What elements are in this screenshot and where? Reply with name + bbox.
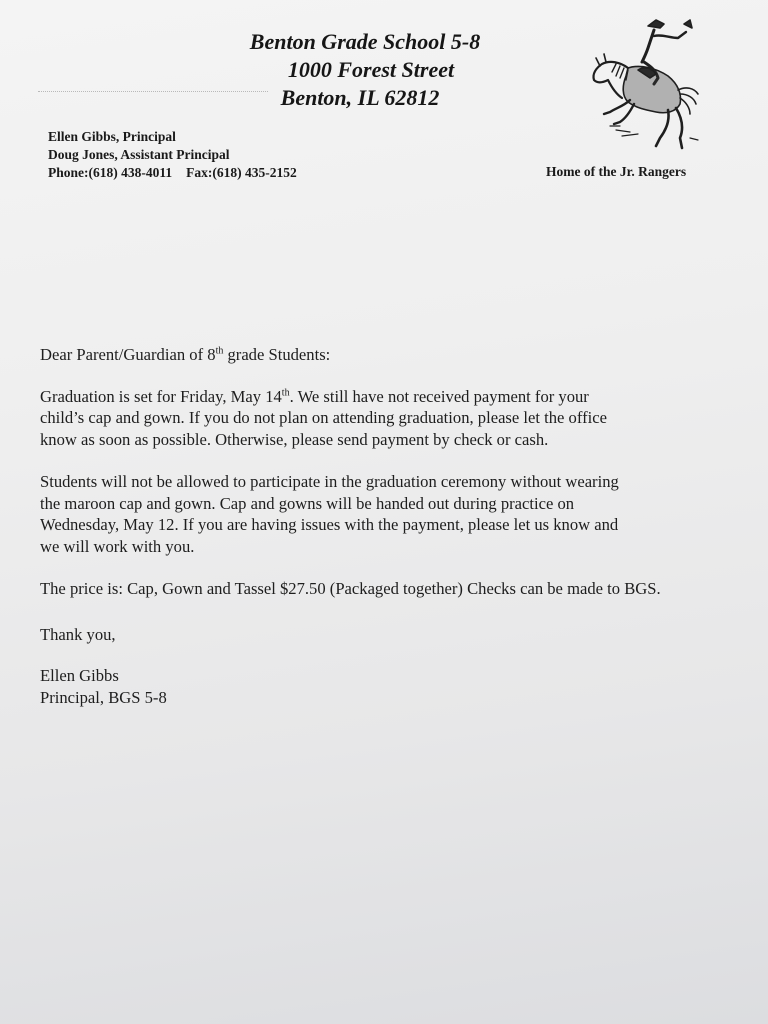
fax-number: Fax:(618) 435-2152 [186,165,297,180]
letter-body [40,344,755,708]
ordinal-suffix: th [215,345,224,357]
paragraph-line: child’s cap and gown. If you do not plan on attending graduation, please let the office [40,408,607,427]
salutation [40,344,755,366]
ordinal-suffix: th [281,386,290,398]
line-text: Graduation is set for Friday, May 14 [40,386,282,406]
line-text-end: . We still have not received payment for your [289,386,589,406]
salutation-text-end: grade Students: [223,345,331,364]
letterhead [0,0,768,200]
bucking-bronco-cowboy-icon [586,14,704,154]
school-name: Benton Grade School 5-8 [249,29,481,54]
paragraph-line: the maroon cap and gown. Cap and gowns will be handed out during practice on [40,493,575,513]
school-street: 1000 Forest Street [287,57,455,82]
salutation-text: Dear Parent/Guardian of 8 [40,345,216,364]
paragraph-line: Students will not be allowed to participate in the graduation ceremony without wearing [40,472,619,491]
paragraph-line: we will work with you. [40,536,195,556]
paragraph-graduation-payment [40,386,755,451]
signature-block [40,665,755,708]
school-city-state-zip: Benton, IL 62812 [280,85,440,110]
school-address-block [180,28,550,112]
signer-name: Ellen Gibbs [40,666,119,685]
closing: Thank you, [40,624,116,644]
signer-title: Principal, BGS 5-8 [40,687,167,707]
mascot-caption: Home of the Jr. Rangers [546,164,687,179]
paragraph-line: know as soon as possible. Otherwise, please send payment by check or cash. [40,429,549,449]
principal-line: Ellen Gibbs, Principal [48,129,176,144]
phone-number: Phone:(618) 438-4011 [48,165,173,180]
paragraph-line: Wednesday, May 12. If you are having issues with the payment, please let us know and [40,515,619,534]
administration-block [48,128,297,182]
contact-row [48,164,297,182]
paragraph-participation [40,471,755,557]
faint-divider [38,91,268,92]
price-line: The price is: Cap, Gown and Tassel $27.50 (Packaged together) Checks can be made to BGS. [40,579,661,598]
assistant-principal-line: Doug Jones, Assistant Principal [48,147,230,162]
paragraph-line [40,386,755,408]
